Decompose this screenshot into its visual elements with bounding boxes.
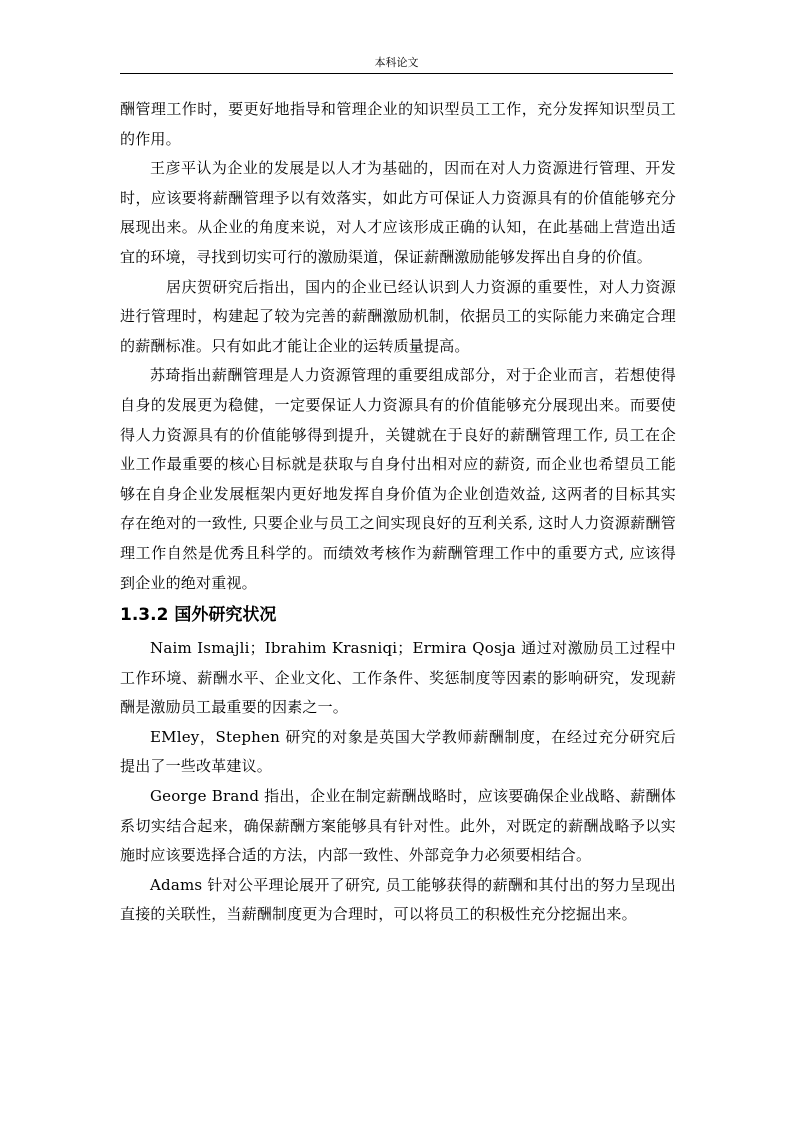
page-body [120,95,676,930]
header-rule [120,73,673,74]
paragraph-su-qi: 苏琦指出薪酬管理是人力资源管理的重要组成部分，对于企业而言，若想使得自身的发展更为稳健，一定要保证人力资源具有的价值能够充分展现出来。而要使得人力资源具有的价值能够得到提升，关键就在于良好的薪酬管理工作, 员工在企业工作最重要的核心目标就是获取与自身付出相对应的薪资, 而企业也希望员工能够在自身企业发展框架内更好地发挥自身价值为企业创造效益, 这两者的目标其实存在绝对的一致性, 只要企业与员工之间实现良好的互利关系, 这时人力资源薪酬管理工作自然是优秀且科学的。而绩效考核作为薪酬管理工作中的重要方式, 应该得到企业的绝对重视。 [120,366,676,592]
section-heading: 1.3.2 国外研究状况 [120,605,277,626]
paragraph-adams: Adams 针对公平理论展开了研究, 员工能够获得的薪酬和其付出的努力呈现出直接的关联性，当薪酬制度更为合理时，可以将员工的积极性充分挖掘出来。 [120,875,676,924]
paragraph-wang-yanping: 王彦平认为企业的发展是以人才为基础的，因而在对人力资源进行管理、开发时，应该要将薪酬管理予以有效落实，如此方可保证人力资源具有的价值能够充分展现出来。从企业的角度来说，对人才应该形成正确的认知，在此基础上营造出适宜的环境，寻找到切实可行的激励渠道，保证薪酬激励能够发挥出自身的价值。 [120,159,676,266]
paragraph-george-brand: George Brand 指出，企业在制定薪酬战略时，应该要确保企业战略、薪酬体系切实结合起来，确保薪酬方案能够具有针对性。此外，对既定的薪酬战略予以实施时应该要选择合适的方法，内部一致性、外部竞争力必须要相结合。 [120,787,676,865]
paragraph-ju-qinghe: 居庆贺研究后指出，国内的企业已经认识到人力资源的重要性，对人力资源进行管理时，构建起了较为完善的薪酬激励机制，依据员工的实际能力来确定合理的薪酬标准。只有如此才能让企业的运转质量提高。 [120,277,676,355]
paragraph-naim-ismajli: Naim Ismajli；Ibrahim Krasniqi；Ermira Qosja 通过对激励员工过程中工作环境、薪酬水平、企业文化、工作条件、奖惩制度等因素的影响研究，发现薪酬是激励员工最重要的因素之一。 [120,639,676,717]
paragraph-continued: 酬管理工作时，要更好地指导和管理企业的知识型员工工作，充分发挥知识型员工的作用。 [120,100,676,148]
running-header: 本科论文 [374,56,419,69]
paragraph-emley-stephen: EMley，Stephen 研究的对象是英国大学教师薪酬制度，在经过充分研究后提出了一些改革建议。 [120,727,676,776]
